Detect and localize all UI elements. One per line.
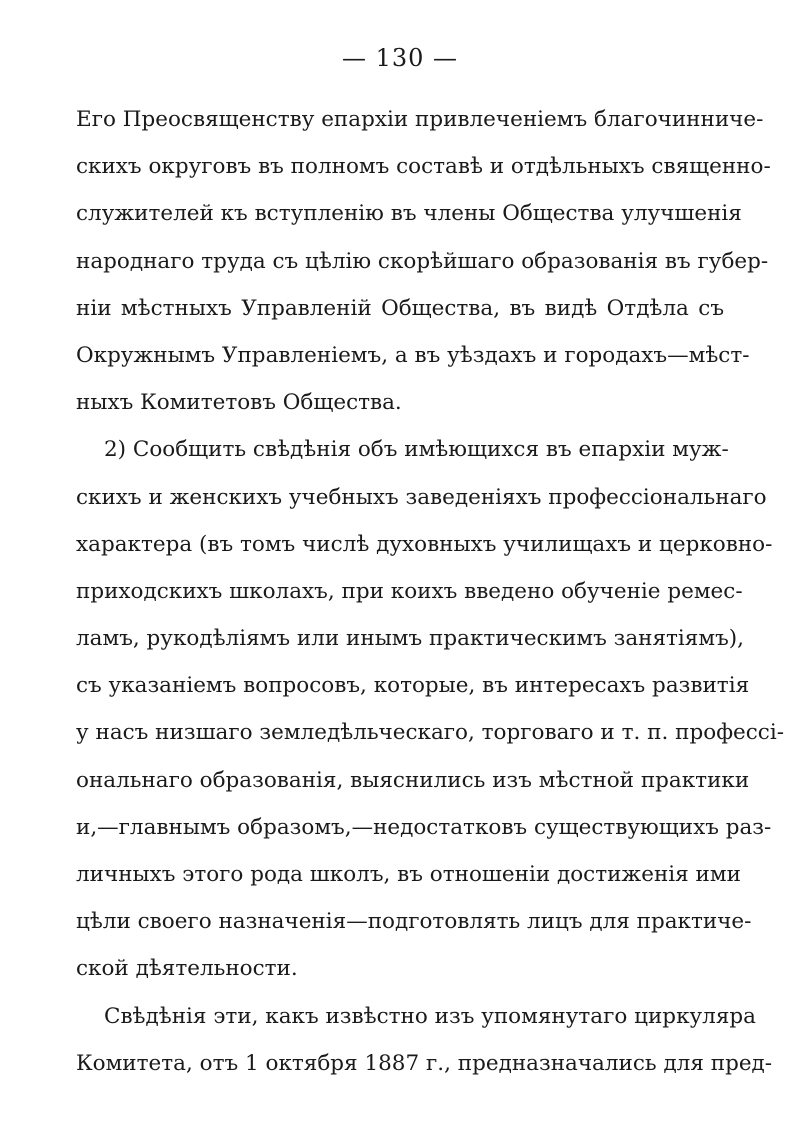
text-line: ніи мѣстныхъ Управленій Общества, въ видѣ Отдѣла съ — [76, 295, 724, 321]
page-number: — 130 — — [341, 44, 459, 72]
text-line: у насъ низшаго земледѣльческаго, торговаго и т. п. профессі- — [76, 720, 784, 746]
text-line: 2) Сообщить свѣдѣнія объ имѣющихся въ епархіи муж- — [104, 437, 729, 463]
text-line: характера (въ томъ числѣ духовныхъ училищахъ и церковно- — [76, 531, 773, 557]
text-line: Его Преосвященству епархіи привлеченіемъ благочинниче- — [76, 107, 764, 132]
text-line: ныхъ Комитетовъ Общества. — [76, 390, 402, 416]
text-line: ламъ, рукодѣліямъ или инымъ практическимъ занятіямъ), — [76, 626, 744, 652]
text-line: служителей къ вступленію въ члены Общества улучшенія — [76, 201, 742, 227]
text-line: народнаго труда съ цѣлію скорѣйшаго образованія въ губер- — [76, 248, 769, 274]
text-line: ской дѣятельности. — [76, 956, 298, 982]
text-line: скихъ округовъ въ полномъ составѣ и отдѣльныхъ священно- — [76, 154, 771, 180]
text-line: Свѣдѣнія эти, какъ извѣстно изъ упомянутаго циркуляра — [104, 1003, 756, 1029]
text-line: цѣли своего назначенія—подготовлять лицъ для практиче- — [76, 909, 752, 935]
text-line: личныхъ этого рода школъ, въ отношеніи достиженія ими — [76, 862, 741, 887]
text-line: ональнаго образованія, выяснились изъ мѣстной практики — [76, 767, 750, 793]
text-line: и,—главнымъ образомъ,—недостатковъ существующихъ раз- — [76, 814, 772, 840]
body-text — [76, 96, 784, 1087]
text-line: Окружнымъ Управленіемъ, а въ уѣздахъ и городахъ—мѣст- — [76, 342, 750, 368]
text-line: Комитета, отъ 1 октября 1887 г., предназначались для пред- — [76, 1050, 773, 1076]
text-line: съ указаніемъ вопросовъ, которые, въ интересахъ развитія — [76, 673, 750, 699]
text-line: скихъ и женскихъ учебныхъ заведеніяхъ профессіональнаго — [76, 484, 767, 510]
text-line: приходскихъ школахъ, при коихъ введено обученіе ремес- — [76, 578, 743, 604]
